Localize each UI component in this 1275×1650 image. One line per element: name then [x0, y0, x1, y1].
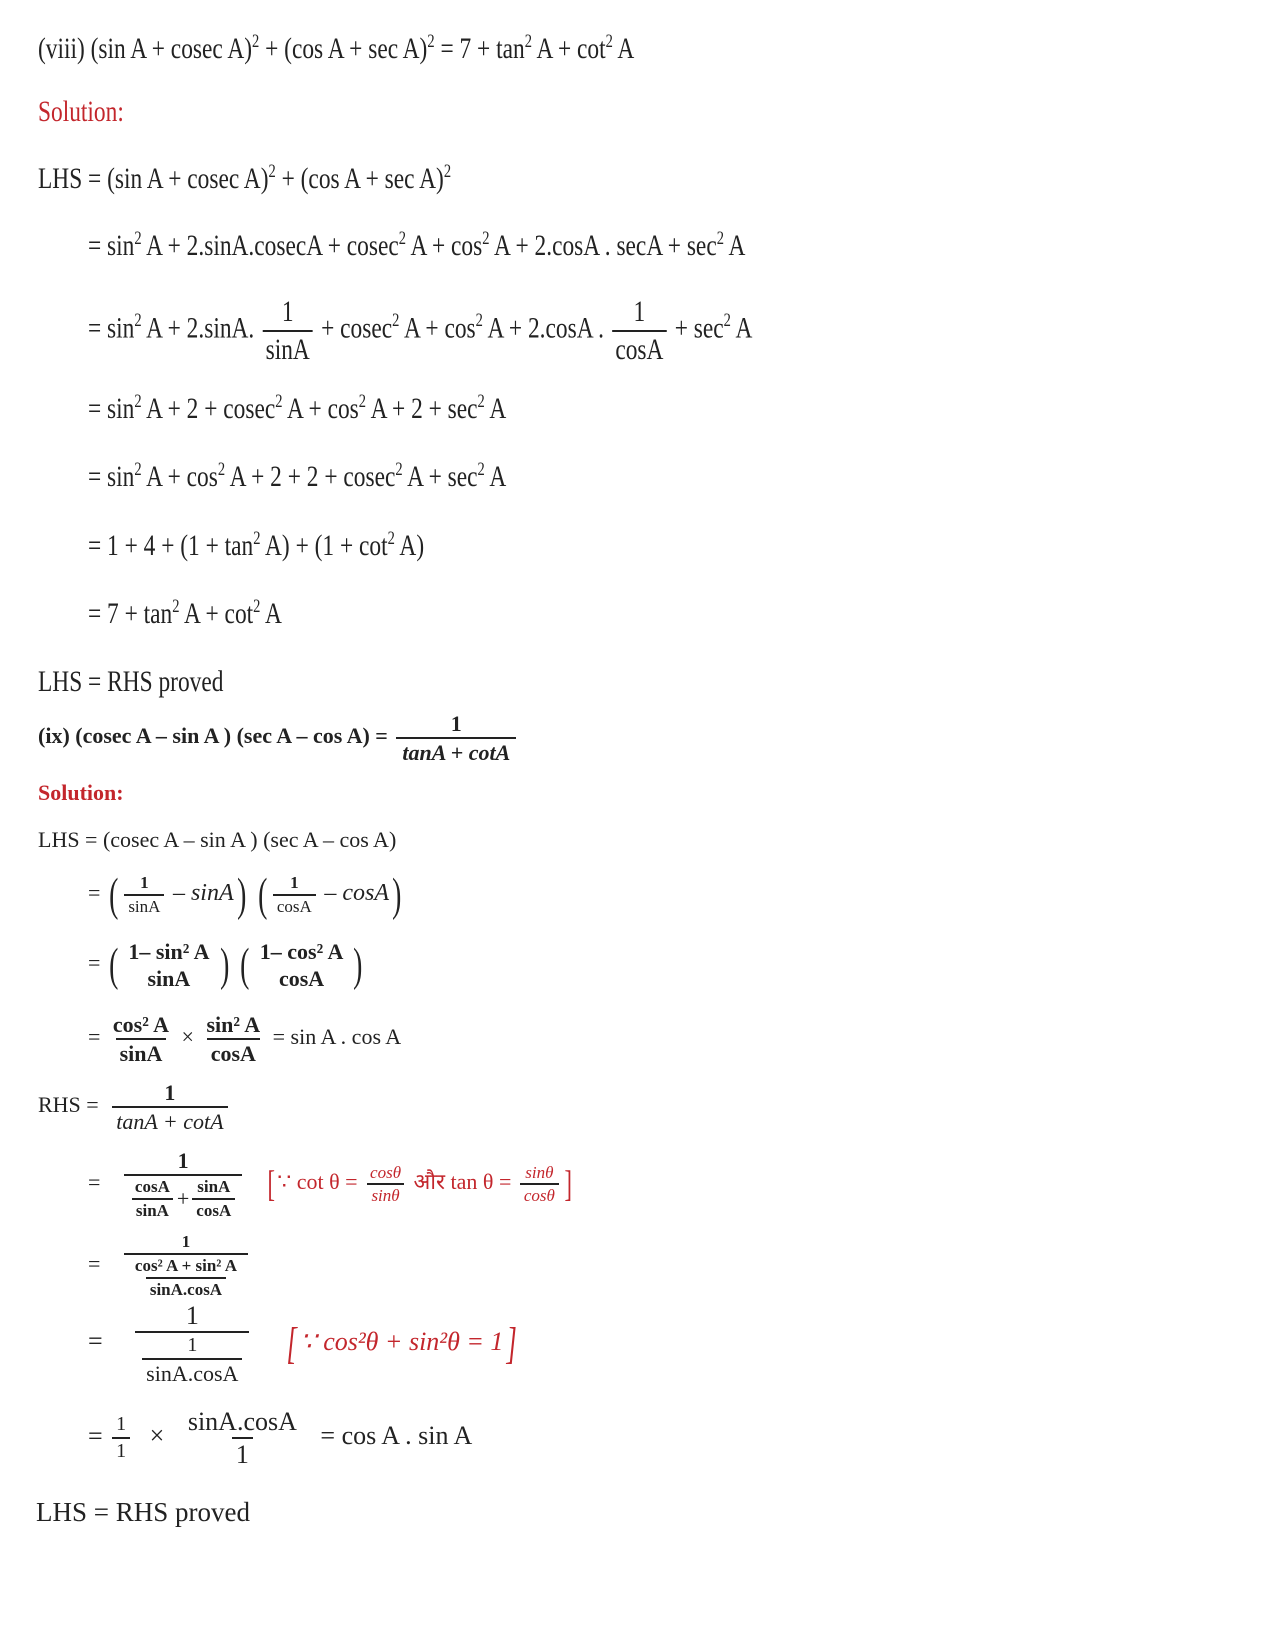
fraction: $\frac{\sin\theta}{\cos\theta}$ [520, 1164, 559, 1206]
step-ix-3: = $\frac{\text{cos² A}}{\sin A}$ × $\frac{\text{sin² A}}{\cos A}$ = sin A . cos A [88, 1012, 402, 1067]
step-viii-3: = $\sin^2 A + 2 + cosec^2$ $A + \cos^2 A + 2 + \sec^2 A$ [88, 390, 507, 425]
fraction: 1– sin² A sinA [128, 939, 210, 992]
fraction: $\frac{1}{\cos A}$ [273, 874, 316, 916]
solution-label-ix: Solution: [38, 780, 124, 805]
step-ix-r4: = $\frac{1}{1}$ × $\frac{\sin A.\cos A}{1}$ = cos A . sin A [88, 1407, 473, 1470]
lhs-viii: LHS = (sin A + cosec A)$^2$ + (cos A + sec A)$^2$ [38, 160, 452, 195]
fraction: $\frac{\cos\theta}{\sin\theta}$ [366, 1164, 405, 1206]
step-viii-1: = $\sin^2 A + 2.\sin A.cosecA + cosec^2$ $A + \cos^2 A + 2.\cos A$ . $\sec A + \sec^2 A$ [88, 227, 746, 262]
fraction: $\frac{1}{1}$ [112, 1414, 130, 1462]
conclusion-ix: LHS = RHS proved [36, 1497, 250, 1527]
lhs-ix: LHS = (cosec A – sin A ) (sec A – cos A) [38, 827, 397, 852]
identity-note: [ ∵ cos²θ + sin²θ = 1] [286, 1318, 518, 1368]
step-ix-r3: = $\frac{1}{\frac{1}{\sin A.\cos A}}$ [ ∵ cos²θ + sin²θ = 1] [88, 1302, 521, 1385]
question-ix: (ix) (cosec A – sin A ) (sec A – cos A) = $\frac{1}{\tan A + \cot A}$ [38, 712, 519, 764]
step-viii-5: = $1 + 4 + (1 + \tan^2 A) + (1 + \cot^2 A)$ [88, 527, 425, 562]
step-viii-2: = $\sin^2 A + 2.\sin A$. $\frac{1}{\sin A}$ + cosec$^2$ $A + \cos^2 A + 2.\cos A$ . $\frac{1}{\cos A}$ + $\sec^2 A$ [88, 295, 753, 366]
fraction: $\frac{\sin A.\cos A}{1}$ [187, 1407, 297, 1470]
fraction: $\frac{\text{cos² A}}{\sin A}$ [112, 1012, 170, 1067]
rhs-ix: RHS = $\frac{1}{\tan A + \cot A}$ [38, 1081, 231, 1133]
fraction: 1 $\frac{\cos A}{\sin A}$ + $\frac{\sin A}{\cos A}$ [124, 1149, 242, 1220]
fraction: $\frac{1}{\tan A + \cot A}$ [112, 1081, 227, 1133]
step-ix-2: = ( 1– sin² A sinA ) ( 1– cos² A cosA ) [88, 938, 363, 992]
conclusion-viii: LHS = RHS proved [38, 665, 224, 698]
fraction: $\frac{\text{cos² A + sin² A}}{\sin A.\cos A}$ [134, 1255, 237, 1299]
fraction: $\frac{1}{\frac{1}{\sin A.\cos A}}$ [135, 1302, 249, 1385]
fraction: $\frac{1}{\sin A}$ [262, 296, 312, 365]
fraction: $\frac{1}{\cos A}$ [612, 296, 666, 365]
step-ix-r2: = $\frac{1}{\frac{\text{cos² A + sin² A}}{\sin A.\cos A}}$ [88, 1233, 251, 1299]
solution-label-viii: Solution: [38, 95, 124, 128]
step-viii-6: = $7 + \tan^2 A + \cot^2 A$ [88, 595, 282, 630]
fraction: $\frac{\text{sin² A}}{\cos A}$ [206, 1012, 261, 1067]
step-ix-1: = ( $\frac{1}{\sin A}$ – sinA) ( $\frac{1}{\cos A}$ – cosA) [88, 869, 402, 920]
question-viii: (viii) (sin A + cosec A)$^2$ + (cos $A + \sec A)^2 = 7 + \tan^2 A + \cot^2 A$ [38, 30, 635, 65]
fraction: $\frac{\cos A}{\sin A}$ [131, 1178, 174, 1220]
fraction: 1– cos² A cosA [259, 939, 344, 992]
fraction: $\frac{1}{\tan A + \cot A}$ [396, 712, 516, 764]
fraction: $\frac{1}{\sin A.\cos A}$ [142, 1335, 242, 1385]
fraction: $\frac{1}{\sin A}$ [124, 874, 164, 916]
fraction: $\frac{\sin A}{\cos A}$ [192, 1178, 235, 1220]
fraction: $\frac{1}{\frac{\text{cos² A + sin² A}}{\sin A.\cos A}}$ [124, 1233, 248, 1299]
identity-note: [ ∵ cot θ = $\frac{\cos\theta}{\sin\theta}$ और tan θ = $\frac{\sin\theta}{\cos\theta}$ ] [267, 1162, 572, 1206]
step-viii-4: = $\sin^2 A + \cos^2 A + 2 + 2 + cosec^2$ $A + \sec^2 A$ [88, 458, 507, 493]
step-ix-r1: = 1 $\frac{\cos A}{\sin A}$ + $\frac{\sin A}{\cos A}$ [ ∵ cot θ = $\frac{\cos\theta}{\sin\theta}$ और tan θ = $\frac{\sin\theta}{\cos\theta}$ ] [88, 1149, 574, 1220]
